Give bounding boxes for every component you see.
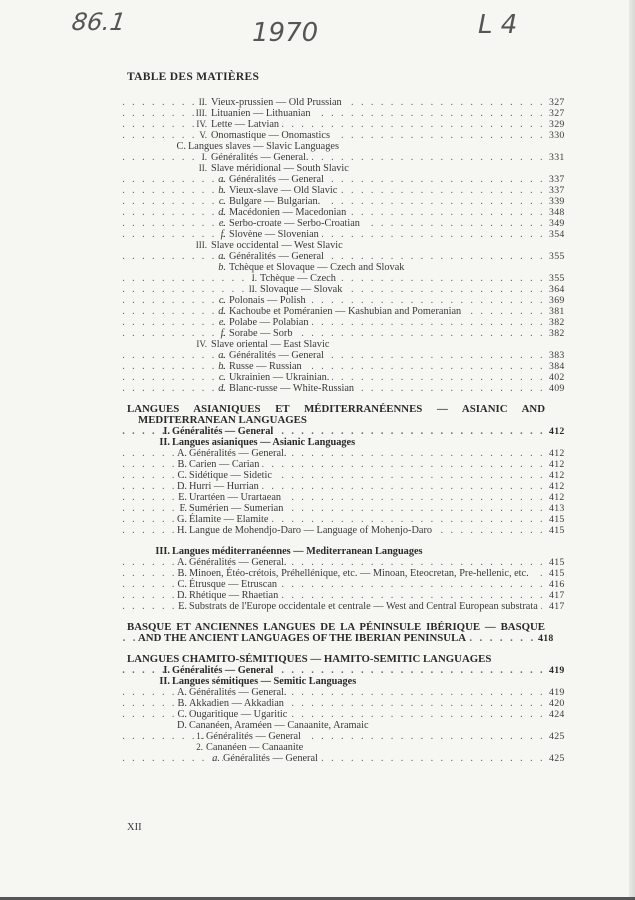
entry-page-number: 419 [549, 665, 565, 676]
entry-title: Généralités — General. [189, 687, 290, 698]
toc-entry[interactable] [0, 492, 635, 503]
entry-marker: . . . C. [177, 579, 187, 590]
entry-title: Généralités — General [206, 731, 304, 742]
entry-marker: . . . a. [218, 251, 226, 262]
entry-marker: . . . a. [212, 753, 220, 764]
entry-marker: . . . I. [163, 426, 170, 437]
entry-marker: . . . E. [178, 492, 187, 503]
entry-title: Généralités — General [223, 753, 321, 764]
entry-title: Langues sémitiques — Semitic Languages [172, 676, 359, 687]
entry-page-number: 331 [549, 152, 565, 163]
toc-entry[interactable] [0, 218, 635, 229]
toc-entry[interactable] [0, 207, 635, 218]
entry-marker: . . . a. [218, 174, 226, 185]
toc-entry[interactable] [0, 163, 635, 174]
entry-marker: . . . G. [176, 514, 187, 525]
entry-title: Tchèque et Slovaque — Czech and Slovak [229, 262, 407, 273]
entry-page-number: 364 [549, 284, 565, 295]
entry-title: Slovaque — Slovak [260, 284, 345, 295]
entry-marker: . . . A. [176, 448, 187, 459]
entry-marker: . . . d. [218, 383, 226, 394]
toc-entry[interactable] [0, 579, 635, 590]
entry-marker: . . . II. [198, 97, 207, 107]
entry-marker: C. [176, 141, 186, 152]
toc-entry[interactable] [0, 622, 635, 644]
toc-section [0, 546, 635, 612]
entry-marker: . . . A. [176, 687, 187, 698]
entry-marker: . . . B. [177, 459, 187, 470]
toc-entry[interactable] [0, 108, 635, 119]
entry-page-number: 383 [549, 350, 565, 361]
entry-title: Slovène — Slovenian [229, 229, 322, 240]
entry-marker: . . . E. [178, 601, 187, 612]
entry-title: Ougaritique — Ugaritic [189, 709, 290, 720]
entry-title: Slave méridional — South Slavic [211, 163, 352, 174]
toc-entry[interactable] [0, 557, 635, 568]
entry-title: Slave occidental — West Slavic [211, 240, 346, 251]
entry-title: Sidétique — Sidetic [189, 470, 275, 481]
entry-marker: II. [198, 163, 207, 173]
toc-entry[interactable] [0, 448, 635, 459]
toc-entry[interactable] [0, 130, 635, 141]
toc-entry[interactable] [0, 141, 635, 152]
entry-page-number: 412 [549, 481, 565, 492]
entry-marker: . . . A. [176, 557, 187, 568]
entry-marker: . . . IV. [196, 119, 207, 129]
handwritten-note-right: L 4 [478, 10, 518, 40]
toc-entry[interactable] [0, 665, 635, 676]
entry-marker: 2. [196, 742, 203, 752]
toc-entry[interactable] [0, 481, 635, 492]
toc-entry[interactable] [0, 240, 635, 251]
entry-title: Vieux-slave — Old Slavic [229, 185, 340, 196]
entry-title: Tchèque — Czech [260, 273, 339, 284]
toc-entry[interactable] [0, 350, 635, 361]
entry-title: Généralités — General [172, 426, 276, 437]
toc-entry[interactable] [0, 437, 635, 448]
entry-title: Bulgare — Bulgarian. [229, 196, 323, 207]
entry-page-number: 354 [549, 229, 565, 240]
toc-entry[interactable] [0, 317, 635, 328]
page-title: TABLE DES MATIÈRES [127, 71, 260, 83]
entry-title: Cananéen, Araméen — Canaanite, Aramaic [189, 720, 372, 731]
entry-title: BASQUE ET ANCIENNES LANGUES DE LA PÉNINSULE IBÉRIQUE — BASQUE AND THE ANCIENT LANGUAGES OF THE IBERIAN PENINSULA [127, 621, 545, 644]
toc-entry[interactable] [0, 459, 635, 470]
entry-title: Substrats de l'Europe occidentale et centrale — West and Central European substrata [189, 601, 541, 612]
entry-title: Onomastique — Onomastics [211, 130, 333, 141]
entry-page-number: 419 [549, 687, 565, 698]
entry-title: Slave oriental — East Slavic [211, 339, 332, 350]
entry-title: Cananéen — Canaanite [206, 742, 306, 753]
toc-entry[interactable] [0, 284, 635, 295]
entry-page-number: 425 [549, 753, 565, 764]
entry-title: Généralités — General. [211, 152, 312, 163]
entry-marker: . . . b. [218, 185, 226, 196]
entry-title: Généralités — General [229, 350, 327, 361]
entry-page-number: 382 [549, 317, 565, 328]
entry-marker: . . . B. [177, 698, 187, 709]
toc-entry[interactable] [0, 753, 635, 764]
entry-marker: . . . D. [176, 481, 187, 492]
entry-title: Langues méditerranéennes — Mediterranean Languages [172, 546, 426, 557]
toc-entry[interactable] [0, 676, 635, 687]
toc-entry[interactable] [0, 601, 635, 612]
entry-marker: II. [159, 437, 170, 448]
toc-entry[interactable] [0, 709, 635, 720]
entry-marker: IV. [196, 339, 207, 349]
toc-entry[interactable] [0, 119, 635, 130]
entry-title: Langues slaves — Slavic Languages [188, 141, 342, 152]
handwritten-note-left: 86.1 [70, 8, 128, 36]
entry-page-number: 413 [549, 503, 565, 514]
entry-marker: . . . f. [220, 328, 226, 339]
entry-marker: . . . d. [218, 207, 226, 218]
entry-page-number: 402 [549, 372, 565, 383]
toc-entry[interactable] [0, 426, 635, 437]
entry-title: Macédonien — Macedonian [229, 207, 349, 218]
handwritten-note-year: 1970 [252, 18, 319, 48]
entry-page-number: 425 [549, 731, 565, 742]
toc-entry[interactable] [0, 185, 635, 196]
entry-page-number: 339 [549, 196, 565, 207]
toc-entry[interactable] [0, 546, 635, 557]
entry-page-number: 415 [549, 557, 565, 568]
entry-marker: . . . 1. [196, 731, 203, 741]
entry-page-number: 369 [549, 295, 565, 306]
entry-page-number: 329 [549, 119, 565, 130]
entry-page-number: 416 [549, 579, 565, 590]
toc-entry[interactable] [0, 731, 635, 742]
entry-page-number: 418 [538, 633, 554, 644]
toc-entry[interactable] [0, 361, 635, 372]
entry-page-number: 382 [549, 328, 565, 339]
toc-section [0, 654, 635, 764]
toc-entry[interactable] [0, 470, 635, 481]
entry-title: Hurri — Hurrian [189, 481, 262, 492]
entry-title: Polabe — Polabian [229, 317, 312, 328]
entry-marker: b. [218, 262, 226, 273]
entry-marker: . . . c. [218, 196, 226, 207]
entry-page-number: 349 [549, 218, 565, 229]
entry-page-number: 415 [549, 514, 565, 525]
entry-marker: . . . e. [218, 218, 226, 229]
entry-page-number: 409 [549, 383, 565, 394]
entry-title: Généralités — General [229, 174, 327, 185]
toc-section [0, 404, 635, 536]
entry-marker: . . . c. [218, 295, 226, 306]
entry-title: Kachoube et Poméranien — Kashubian and Pomeranian [229, 306, 464, 317]
entry-page-number: 327 [549, 108, 565, 119]
toc-entry[interactable] [0, 273, 635, 284]
entry-title: Élamite — Elamite [189, 514, 272, 525]
entry-title: Généralités — General. [189, 557, 290, 568]
entry-title: Généralités — General [172, 665, 276, 676]
entry-title: Serbo-croate — Serbo-Croatian [229, 218, 363, 229]
entry-title: Langue de Mohendjo-Daro — Language of Mohenjo-Daro [189, 525, 435, 536]
toc-entry[interactable] [0, 654, 635, 665]
entry-page-number: 355 [549, 251, 565, 262]
entry-page-number: 420 [549, 698, 565, 709]
entry-title: Étrusque — Etruscan [189, 579, 280, 590]
entry-marker: . . . a. [218, 350, 226, 361]
entry-title: Blanc-russe — White-Russian [229, 383, 357, 394]
entry-page-number: 412 [549, 426, 565, 437]
entry-page-number: 415 [549, 525, 565, 536]
toc-entry[interactable] [0, 383, 635, 394]
toc-entry[interactable] [0, 525, 635, 536]
entry-title: Généralités — General. [189, 448, 290, 459]
entry-marker: . . . III. [195, 108, 207, 118]
toc-entry[interactable] [0, 568, 635, 579]
entry-marker: . . . D. [176, 590, 187, 601]
entry-title: Sumérien — Sumerian [189, 503, 286, 514]
entry-title: Lette — Latvian [211, 119, 282, 130]
entry-marker: II. [159, 676, 170, 687]
entry-marker: . . . f. [220, 229, 226, 240]
entry-title: Urartéen — Urartaean [189, 492, 284, 503]
entry-page-number: 412 [549, 448, 565, 459]
entry-title: Vieux-prussien — Old Prussian [211, 97, 345, 108]
entry-title: Ukrainien — Ukrainian. [229, 372, 332, 383]
entry-page-number: 417 [549, 590, 565, 601]
toc-entry[interactable] [0, 372, 635, 383]
toc-entry[interactable] [0, 306, 635, 317]
entry-marker: . . . I. [201, 152, 207, 162]
entry-page-number: 412 [549, 470, 565, 481]
entry-page-number: 330 [549, 130, 565, 141]
entry-page-number: 337 [549, 185, 565, 196]
entry-title: Minoen, Étéo-crétois, Préhellénique, etc. — Minoan, Eteocretan, Pre-hellenic, etc. [189, 568, 532, 579]
toc-entry[interactable] [0, 742, 635, 753]
toc-entry[interactable] [0, 514, 635, 525]
entry-marker: . . . II. [248, 284, 257, 294]
entry-marker: III. [195, 240, 207, 250]
entry-marker: D. [176, 720, 187, 731]
entry-marker: . . . F. [179, 503, 187, 514]
entry-marker: . . . e. [218, 317, 226, 328]
toc-entry[interactable] [0, 251, 635, 262]
entry-title: Rhétique — Rhaetian [189, 590, 281, 601]
entry-marker: . . . C. [177, 470, 187, 481]
toc-section [0, 97, 635, 394]
entry-marker: . . . d. [218, 306, 226, 317]
toc-entry[interactable] [0, 295, 635, 306]
entry-page-number: 381 [549, 306, 565, 317]
entry-page-number: 415 [549, 568, 565, 579]
toc-section [0, 622, 635, 644]
entry-page-number: 384 [549, 361, 565, 372]
entry-marker: . . . c. [218, 372, 226, 383]
toc-entry[interactable] [0, 97, 635, 108]
entry-marker: . . . B. [177, 568, 187, 579]
toc-entry[interactable] [0, 152, 635, 163]
toc-entry[interactable] [0, 698, 635, 709]
entry-page-number: 337 [549, 174, 565, 185]
toc-entry[interactable] [0, 404, 635, 426]
toc-entry[interactable] [0, 720, 635, 731]
entry-marker: . . . C. [177, 709, 187, 720]
toc-entry[interactable] [0, 229, 635, 240]
toc-entry[interactable] [0, 328, 635, 339]
entry-marker: . . . b. [218, 361, 226, 372]
entry-marker: . . . I. [251, 273, 257, 283]
toc-entry[interactable] [0, 339, 635, 350]
entry-title: Carien — Carian [189, 459, 262, 470]
entry-title: Lituanien — Lithuanian [211, 108, 314, 119]
entry-title: Sorabe — Sorb [229, 328, 296, 339]
entry-title: Généralités — General [229, 251, 327, 262]
entry-marker: . . . I. [163, 665, 170, 676]
entry-title: LANGUES CHAMITO-SÉMITIQUES — HAMITO-SEMITIC LANGUAGES [127, 653, 494, 665]
toc-entry[interactable] [0, 262, 635, 273]
entry-title: Akkadien — Akkadian [189, 698, 287, 709]
toc-entry[interactable] [0, 503, 635, 514]
toc-entry[interactable] [0, 174, 635, 185]
toc-entry[interactable] [0, 196, 635, 207]
entry-page-number: 417 [549, 601, 565, 612]
entry-page-number: 327 [549, 97, 565, 108]
entry-page-number: 424 [549, 709, 565, 720]
entry-title: Russe — Russian [229, 361, 305, 372]
entry-page-number: 348 [549, 207, 565, 218]
table-of-contents [0, 97, 635, 764]
entry-page-number: 412 [549, 492, 565, 503]
entry-title: LANGUES ASIANIQUES ET MÉDITERRANÉENNES — ASIANIC AND MEDITERRANEAN LANGUAGES [127, 403, 545, 426]
page-number-folio: XII [127, 822, 142, 833]
toc-entry[interactable] [0, 590, 635, 601]
entry-marker: . . . V. [199, 130, 207, 140]
entry-title: Polonais — Polish [229, 295, 309, 306]
toc-entry[interactable] [0, 687, 635, 698]
entry-page-number: 355 [549, 273, 565, 284]
entry-page-number: 412 [549, 459, 565, 470]
entry-marker: . . . H. [176, 525, 187, 536]
entry-marker: III. [155, 546, 170, 557]
entry-title: Langues asianiques — Asianic Languages [172, 437, 358, 448]
